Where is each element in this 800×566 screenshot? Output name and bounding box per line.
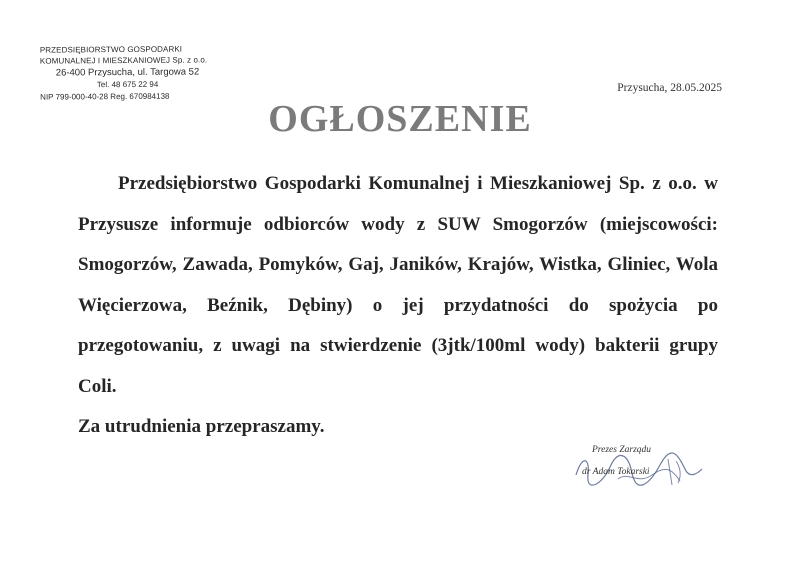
stamp-line-phone: Tel. 48 675 22 94 xyxy=(96,79,159,90)
signature-name: dr Adam Tokarski xyxy=(582,467,650,477)
signature-stamp xyxy=(568,445,708,493)
announcement-body xyxy=(78,164,718,448)
document-date: Przysucha, 28.05.2025 xyxy=(617,82,722,94)
company-stamp xyxy=(40,43,215,102)
stamp-line-company: PRZEDSIĘBIORSTWO GOSPODARKI xyxy=(39,44,183,55)
announcement-paragraph: Przedsiębiorstwo Gospodarki Komunalnej i Mieszkaniowej Sp. z o.o. w Przysusze informuje odbiorców wody z SUW Smogorzów (miejscowości: Smogorzów, Zawada, Pomyków, Gaj, Janików, Krajów, Wistka, Gliniec, Wola Więcierzowa, Beźnik, Dębiny) o jej przydatności do spożycia po przegotowaniu, z uwagi na stwierdzenie (3jtk/100ml wody) bakterii grupy Coli. xyxy=(78,173,718,397)
stamp-line-address: 26-400 Przysucha, ul. Targowa 52 xyxy=(55,66,200,79)
stamp-line-company-type: KOMUNALNEJ I MIESZKANIOWEJ Sp. z o.o. xyxy=(39,55,208,66)
signature-role: Prezes Zarządu xyxy=(592,445,652,455)
page-title: OGŁOSZENIE xyxy=(268,98,532,140)
closing-line: Za utrudnienia przepraszamy. xyxy=(78,416,325,437)
stamp-line-registration: NIP 799-000-40-28 Reg. 670984138 xyxy=(40,91,170,102)
